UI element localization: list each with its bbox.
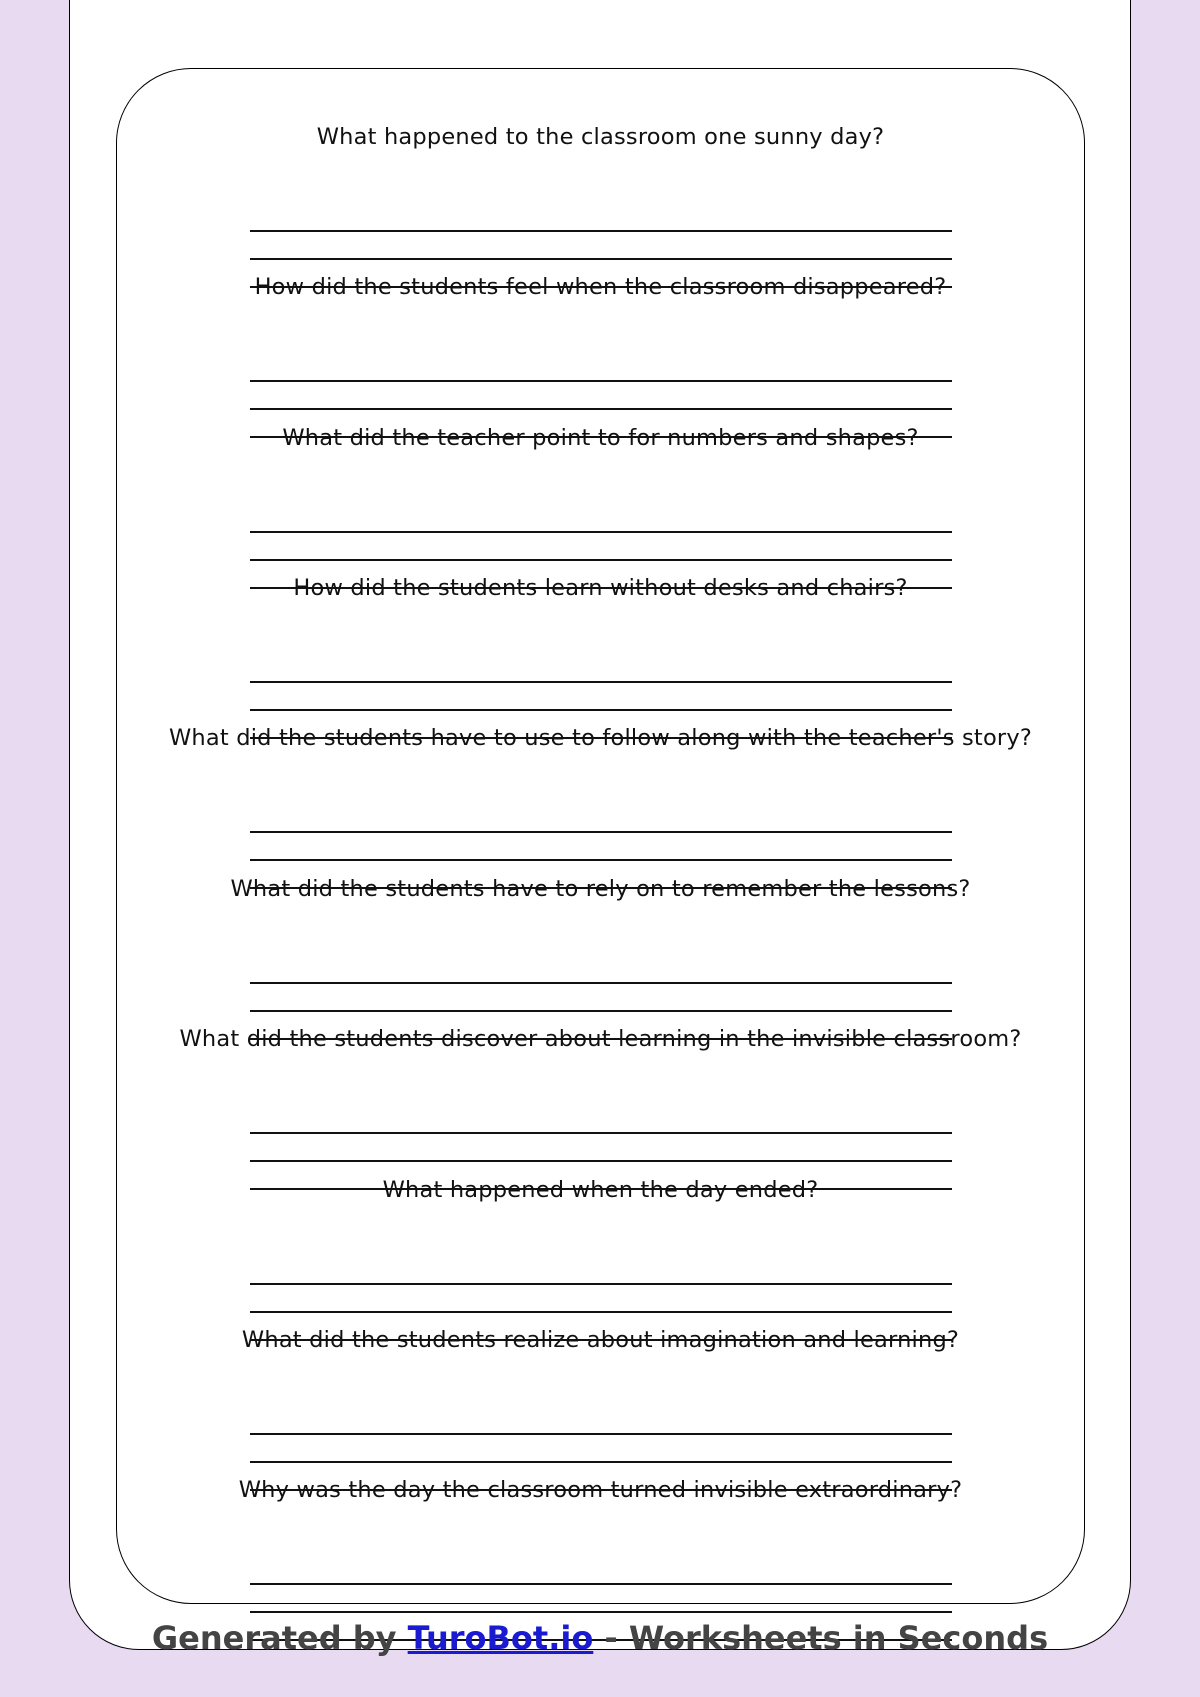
answer-line[interactable] bbox=[250, 1160, 952, 1162]
question-text: What did the students realize about imagination and learning? bbox=[241, 1327, 960, 1353]
footer-prefix: Generated by bbox=[151, 1619, 408, 1657]
footer-suffix: - Worksheets in Seconds bbox=[593, 1619, 1049, 1657]
answer-line[interactable] bbox=[250, 559, 952, 561]
question-text: What happened to the classroom one sunny day? bbox=[316, 124, 885, 150]
question-text: How did the students learn without desks and chairs? bbox=[293, 575, 908, 601]
answer-line[interactable] bbox=[250, 230, 952, 232]
question-text: How did the students feel when the classroom disappeared? bbox=[254, 274, 947, 300]
question-block-2 bbox=[117, 274, 1084, 424]
question-text: What did the teacher point to for numbers and shapes? bbox=[282, 425, 919, 451]
answer-line[interactable] bbox=[250, 1433, 952, 1435]
answer-line[interactable] bbox=[250, 258, 952, 260]
question-block-1 bbox=[117, 124, 1084, 274]
answer-line[interactable] bbox=[250, 709, 952, 711]
answer-line[interactable] bbox=[250, 859, 952, 861]
answer-line[interactable] bbox=[250, 1010, 952, 1012]
turobot-link[interactable]: TuroBot.io bbox=[407, 1619, 594, 1657]
question-block-10 bbox=[117, 1477, 1084, 1627]
question-block-3 bbox=[117, 425, 1084, 575]
answer-line[interactable] bbox=[250, 982, 952, 984]
answer-line[interactable] bbox=[250, 681, 952, 683]
footer-credit bbox=[0, 1619, 1200, 1657]
answer-line[interactable] bbox=[250, 1461, 952, 1463]
question-block-9 bbox=[117, 1327, 1084, 1477]
question-block-5 bbox=[117, 725, 1084, 875]
answer-line[interactable] bbox=[250, 408, 952, 410]
answer-line[interactable] bbox=[250, 531, 952, 533]
answer-line[interactable] bbox=[250, 1611, 952, 1613]
question-text: Why was the day the classroom turned invisible extraordinary? bbox=[238, 1477, 963, 1503]
question-text: What did the students have to rely on to remember the lessons? bbox=[230, 876, 971, 902]
answer-line[interactable] bbox=[250, 831, 952, 833]
questions-panel bbox=[116, 68, 1085, 1604]
question-block-4 bbox=[117, 575, 1084, 725]
question-block-6 bbox=[117, 876, 1084, 1026]
question-block-8 bbox=[117, 1177, 1084, 1327]
answer-line[interactable] bbox=[250, 1311, 952, 1313]
answer-line[interactable] bbox=[250, 1283, 952, 1285]
answer-line[interactable] bbox=[250, 1583, 952, 1585]
answer-line[interactable] bbox=[250, 1132, 952, 1134]
answer-line[interactable] bbox=[250, 380, 952, 382]
question-text: What happened when the day ended? bbox=[382, 1177, 819, 1203]
question-text: What did the students have to use to follow along with the teacher's story? bbox=[168, 725, 1033, 751]
question-block-7 bbox=[117, 1026, 1084, 1176]
question-text: What did the students discover about learning in the invisible classroom? bbox=[179, 1026, 1022, 1052]
